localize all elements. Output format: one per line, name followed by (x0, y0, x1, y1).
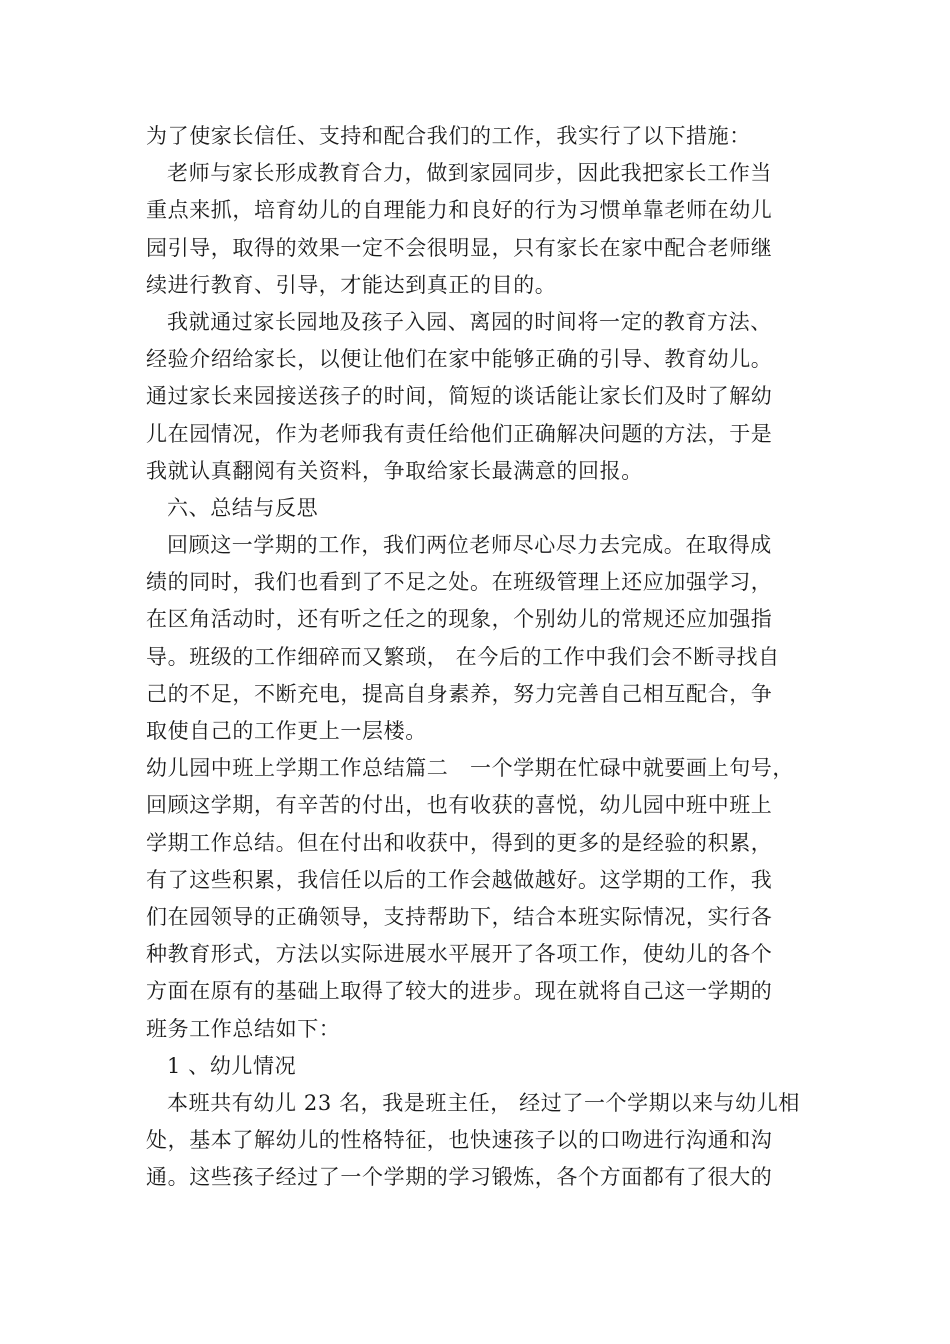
text-line: 有了这些积累，我信任以后的工作会越做越好。这学期的工作，我 (146, 867, 773, 892)
text-line: 老师与家长形成教育合力，做到家园同步，因此我把家长工作当 (167, 161, 772, 186)
text-line: 重点来抓，培育幼儿的自理能力和良好的行为习惯单靠老师在幼儿 (146, 198, 773, 223)
text-line: 导。班级的工作细碎而又繁琐， 在今后的工作中我们会不断寻找自 (146, 644, 780, 669)
text-line: 通。这些孩子经过了一个学期的学习锻炼，各个方面都有了很大的 (146, 1165, 773, 1190)
text-line: 班务工作总结如下： (146, 1016, 341, 1041)
text-line: 己的不足，不断充电，提高自身素养，努力完善自己相互配合，争 (146, 681, 773, 706)
text-line: 回顾这一学期的工作，我们两位老师尽心尽力去完成。在取得成 (167, 533, 772, 558)
text-line: 绩的同时，我们也看到了不足之处。在班级管理上还应加强学习， (146, 570, 773, 595)
text-line: 幼儿园中班上学期工作总结篇二 一个学期在忙碌中就要画上句号， (146, 756, 794, 781)
text-line: 我就通过家长园地及孩子入园、离园的时间将一定的教育方法、 (167, 309, 772, 334)
document-body (146, 118, 826, 1196)
text-line: 在区角活动时，还有听之任之的现象，个别幼儿的常规还应加强指 (146, 607, 773, 632)
text-line: 我就认真翻阅有关资料，争取给家长最满意的回报。 (146, 458, 643, 483)
text-line: 种教育形式，方法以实际进展水平展开了各项工作，使幼儿的各个 (146, 942, 773, 967)
text-line: 取使自己的工作更上一层楼。 (146, 719, 427, 743)
text-line: 通过家长来园接送孩子的时间，简短的谈话能让家长们及时了解幼 (146, 384, 773, 409)
text-line: 处，基本了解幼儿的性格特征，也快速孩子以的口吻进行沟通和沟 (146, 1128, 773, 1153)
text-line: 学期工作总结。但在付出和收获中，得到的更多的是经验的积累， (146, 830, 773, 855)
text-line: 方面在原有的基础上取得了较大的进步。现在就将自己这一学期的 (146, 979, 773, 1004)
text-line: 为了使家长信任、支持和配合我们的工作，我实行了以下措施： (146, 124, 751, 148)
text-line: 1 、幼儿情况 (167, 1053, 297, 1078)
text-line: 园引导，取得的效果一定不会很明显，只有家长在家中配合老师继 (146, 235, 773, 260)
text-line: 回顾这学期，有辛苦的付出，也有收获的喜悦，幼儿园中班中班上 (146, 793, 773, 818)
text-line: 们在园领导的正确领导，支持帮助下，结合本班实际情况，实行各 (146, 904, 773, 929)
text-line: 六、总结与反思 (167, 495, 319, 520)
text-line: 儿在园情况，作为老师我有责任给他们正确解决问题的方法，于是 (146, 421, 773, 446)
text-line: 续进行教育、引导，才能达到真正的目的。 (146, 272, 557, 297)
text-line: 本班共有幼儿 23 名，我是班主任， 经过了一个学期以来与幼儿相 (167, 1090, 800, 1115)
text-line: 经验介绍给家长，以便让他们在家中能够正确的引导、教育幼儿。 (146, 347, 773, 372)
